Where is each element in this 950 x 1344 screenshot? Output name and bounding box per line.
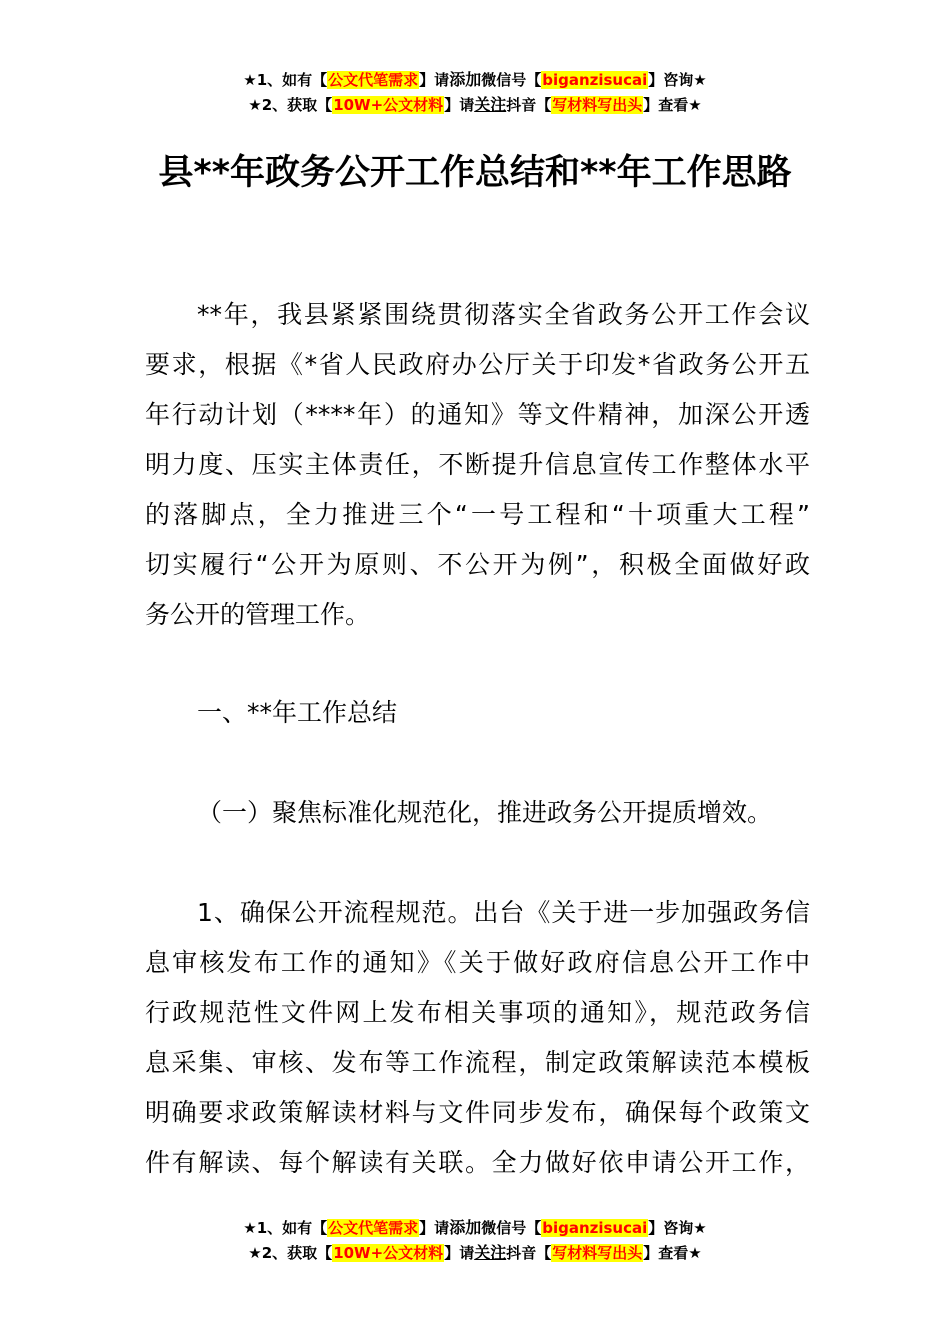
banner-text: 微信号【 (481, 71, 542, 89)
subsection-heading (145, 788, 810, 838)
paragraph-line: 务公开的管理工作。 (145, 600, 371, 629)
paragraph-line: 息审核发布工作的通知》《关于做好政府信息公开工作中 (145, 948, 810, 977)
banner-highlight: 10W+公文材料 (333, 1244, 444, 1262)
banner-text: 】查看★ (643, 1244, 702, 1262)
banner-text: 抖音【 (506, 1244, 552, 1262)
paragraph-line: 要求，根据《*省人民政府办公厅关于印发*省政务公开五 (145, 350, 810, 379)
banner-line-1 (0, 1215, 950, 1240)
banner-text: 】查看★ (643, 96, 702, 114)
banner-text: ★2、获取【 (248, 1244, 333, 1262)
banner-line-2 (0, 92, 950, 117)
banner-text: 】请 (419, 71, 450, 89)
paragraph-line: **年，我县紧紧围绕贯彻落实全省政务公开工作会议 (197, 300, 810, 329)
banner-douyin-name: 写材料写出头 (552, 1244, 643, 1262)
banner-douyin-name: 写材料写出头 (552, 96, 643, 114)
footer-banner (0, 1215, 950, 1265)
banner-highlight: 10W+公文材料 (333, 96, 444, 114)
banner-text: 抖音【 (506, 96, 552, 114)
header-banner (0, 67, 950, 117)
banner-highlight: 公文代笔需求 (328, 71, 419, 89)
section-heading (145, 688, 810, 738)
banner-wechat-id: biganzisucai (542, 1219, 648, 1237)
banner-text: ★1、如有【 (243, 1219, 328, 1237)
banner-text: 】咨询★ (648, 71, 707, 89)
banner-text: ★2、获取【 (248, 96, 333, 114)
paragraph-line: 年行动计划（****年）的通知》等文件精神，加深公开透 (145, 400, 810, 429)
banner-line-2 (0, 1240, 950, 1265)
banner-text: 】咨询★ (648, 1219, 707, 1237)
banner-text: 关注 (474, 95, 507, 114)
banner-text: 】请 (444, 1244, 475, 1262)
item-paragraph (145, 888, 810, 1188)
paragraph-line: 息采集、审核、发布等工作流程，制定政策解读范本模板 (145, 1048, 810, 1077)
banner-text: 关注 (474, 1243, 507, 1262)
paragraph-line: 明确要求政策解读材料与文件同步发布，确保每个政策文 (145, 1098, 810, 1127)
banner-text: 微信号【 (481, 1219, 542, 1237)
banner-text: 添加 (449, 70, 482, 89)
paragraph-line: 行政规范性文件网上发布相关事项的通知》，规范政务信 (145, 998, 810, 1027)
banner-text: 】请 (444, 96, 475, 114)
paragraph-line: 的落脚点，全力推进三个“一号工程和“十项重大工程” (145, 500, 810, 529)
paragraph-line: 件有解读、每个解读有关联。全力做好依申请公开工作， (145, 1148, 810, 1177)
intro-paragraph (145, 290, 810, 640)
heading-line: 一、**年工作总结 (197, 698, 398, 727)
paragraph-line: 切实履行“公开为原则、不公开为例”，积极全面做好政 (145, 550, 810, 579)
banner-text: ★1、如有【 (243, 71, 328, 89)
document-title: 县**年政务公开工作总结和**年工作思路 (158, 153, 792, 193)
banner-line-1 (0, 67, 950, 92)
heading-line: （一）聚焦标准化规范化，推进政务公开提质增效。 (197, 798, 773, 827)
banner-text: 】请 (419, 1219, 450, 1237)
paragraph-line: 1、确保公开流程规范。出台《关于进一步加强政务信 (197, 898, 810, 927)
banner-wechat-id: biganzisucai (542, 71, 648, 89)
banner-highlight: 公文代笔需求 (328, 1219, 419, 1237)
banner-text: 添加 (449, 1218, 482, 1237)
paragraph-line: 明力度、压实主体责任，不断提升信息宣传工作整体水平 (145, 450, 810, 479)
